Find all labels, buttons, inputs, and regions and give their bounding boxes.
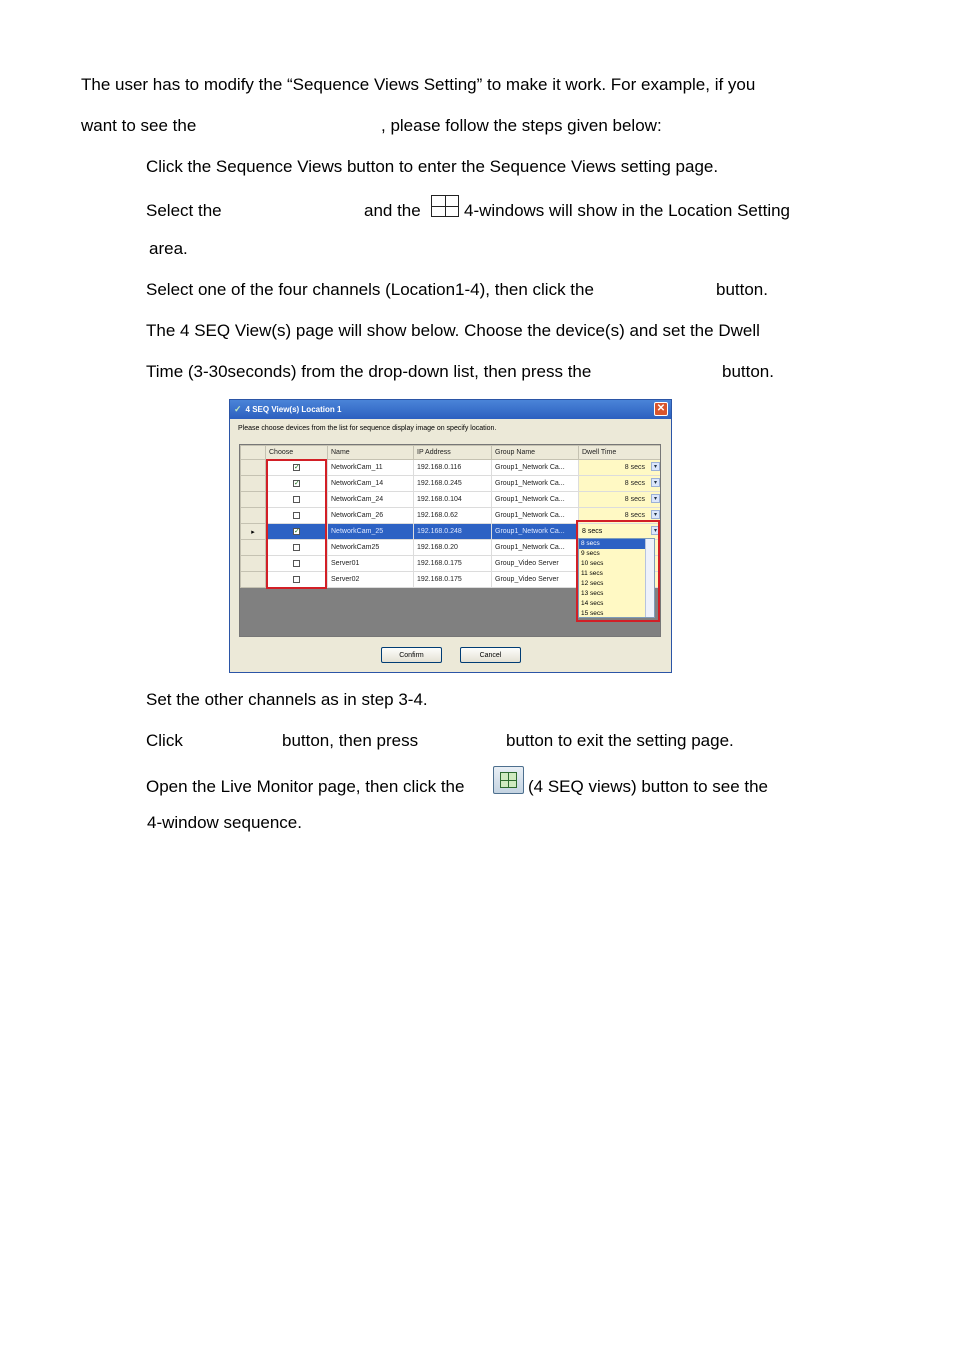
intro-line-2a: want to see the [81, 116, 197, 135]
step-6c: button to exit the setting page. [506, 731, 734, 750]
group-cell-text: Group1_Network Ca... [495, 512, 565, 519]
dropdown-option[interactable]: 10 secs [581, 560, 604, 567]
dwell-cell-text: 8 secs [624, 512, 645, 519]
dropdown-scrollbar[interactable] [645, 539, 654, 617]
col-dwell-time[interactable]: Dwell Time [579, 446, 662, 460]
name-cell[interactable] [328, 524, 414, 540]
group-cell-text: Group_Video Server [495, 560, 559, 567]
ip-cell[interactable] [414, 492, 492, 508]
name-cell[interactable] [328, 556, 414, 572]
name-cell-text: Server01 [331, 560, 360, 567]
name-cell[interactable] [328, 460, 414, 476]
app-check-icon: ✓ [234, 404, 242, 414]
dialog-instruction: Please choose devices from the list for sequence display image on specify location. [238, 425, 497, 432]
col-name[interactable]: Name [328, 446, 414, 460]
ip-cell-text: 192.168.0.104 [417, 496, 462, 503]
step-2a: Select the [146, 201, 222, 220]
dropdown-option[interactable]: 14 secs [581, 600, 604, 607]
four-seq-views-icon [493, 766, 524, 794]
row-header [241, 476, 266, 492]
chevron-down-icon[interactable]: ▾ [651, 462, 660, 471]
ip-cell[interactable] [414, 476, 492, 492]
dialog-title: 4 SEQ View(s) Location 1 [245, 405, 342, 414]
col-choose[interactable]: Choose [266, 446, 328, 460]
ip-cell-text: 192.168.0.20 [417, 544, 458, 551]
group-cell-text: Group_Video Server [495, 576, 559, 583]
step-6b: button, then press [282, 731, 419, 750]
group-cell[interactable] [492, 524, 579, 540]
group-cell[interactable] [492, 556, 579, 572]
intro-line-1: The user has to modify the “Sequence Views Setting” to make it work. For example, if you [81, 75, 756, 94]
group-cell[interactable] [492, 476, 579, 492]
chevron-down-icon[interactable]: ▾ [651, 510, 660, 519]
dropdown-option[interactable]: 9 secs [581, 550, 600, 557]
dwell-cell[interactable] [579, 476, 662, 492]
step-4c: button. [722, 362, 774, 381]
dropdown-option[interactable]: 15 secs [581, 610, 604, 617]
ip-cell-text: 192.168.0.248 [417, 528, 462, 535]
dropdown-option[interactable]: 11 secs [581, 570, 603, 577]
confirm-button[interactable]: Confirm [381, 647, 442, 663]
group-cell[interactable] [492, 492, 579, 508]
name-cell-text: NetworkCam_14 [331, 480, 384, 487]
chevron-down-icon[interactable]: ▾ [651, 478, 660, 487]
name-cell[interactable] [328, 508, 414, 524]
ip-cell-text: 192.168.0.62 [417, 512, 458, 519]
step-2d: area. [149, 239, 188, 258]
group-cell-text: Group1_Network Ca... [495, 528, 565, 535]
group-cell-text: Group1_Network Ca... [495, 464, 565, 471]
step-6a: Click [146, 731, 183, 750]
name-cell[interactable] [328, 476, 414, 492]
step-1: Click the Sequence Views button to enter the Sequence Views setting page. [146, 157, 719, 176]
row-header [241, 460, 266, 476]
dwell-cell-text: 8 secs [624, 496, 645, 503]
dropdown-option[interactable]: 8 secs [579, 539, 654, 549]
col-group-name[interactable]: Group Name [492, 446, 579, 460]
name-cell[interactable] [328, 492, 414, 508]
ip-cell[interactable] [414, 460, 492, 476]
step-3a: Select one of the four channels (Location1-4), then click the [146, 280, 594, 299]
dwell-time-dropdown-list[interactable] [578, 538, 655, 618]
step-7a: Open the Live Monitor page, then click the [146, 777, 465, 796]
close-icon[interactable]: ✕ [654, 402, 668, 416]
dwell-cell-text: 8 secs [624, 464, 645, 471]
group-cell[interactable] [492, 572, 579, 588]
name-cell-text: NetworkCam_24 [331, 496, 384, 503]
group-cell[interactable] [492, 508, 579, 524]
name-cell-text: Server02 [331, 576, 360, 583]
step-5: Set the other channels as in step 3-4. [146, 690, 428, 709]
name-cell-text: NetworkCam25 [331, 544, 380, 551]
ip-cell[interactable] [414, 524, 492, 540]
row-header: ▸ [241, 524, 266, 540]
four-windows-icon [431, 195, 459, 217]
ip-cell-text: 192.168.0.116 [417, 464, 462, 471]
seq-view-dialog [229, 399, 672, 673]
dwell-cell-text: 8 secs [624, 480, 645, 487]
dwell-cell[interactable] [579, 460, 662, 476]
chevron-down-icon[interactable]: ▾ [651, 494, 660, 503]
step-7b: (4 SEQ views) button to see the [528, 777, 769, 796]
ip-cell[interactable] [414, 540, 492, 556]
row-header [241, 556, 266, 572]
group-cell-text: Group1_Network Ca... [495, 544, 565, 551]
row-header [241, 540, 266, 556]
dwell-cell[interactable] [579, 492, 662, 508]
ip-cell[interactable] [414, 556, 492, 572]
group-cell[interactable] [492, 460, 579, 476]
step-2c: 4-windows will show in the Location Setting [464, 201, 791, 220]
row-header [241, 572, 266, 588]
name-cell[interactable] [328, 572, 414, 588]
dialog-titlebar [230, 400, 671, 419]
step-2b: and the [364, 201, 421, 220]
name-cell-text: NetworkCam_25 [331, 528, 384, 535]
step-3b: button. [716, 280, 768, 299]
choose-highlight-box [266, 459, 327, 589]
ip-cell[interactable] [414, 572, 492, 588]
group-cell-text: Group1_Network Ca... [495, 480, 565, 487]
step-7c: 4-window sequence. [147, 813, 302, 832]
intro-line-2b: , please follow the steps given below: [381, 116, 662, 135]
dwell-cell-text: 8 secs [582, 528, 603, 535]
ip-cell-text: 192.168.0.175 [417, 576, 462, 583]
group-cell[interactable] [492, 540, 579, 556]
ip-cell[interactable] [414, 508, 492, 524]
name-cell-text: NetworkCam_26 [331, 512, 384, 519]
name-cell[interactable] [328, 540, 414, 556]
step-4a: The 4 SEQ View(s) page will show below. Choose the device(s) and set the Dwell [146, 321, 760, 340]
row-header [241, 508, 266, 524]
ip-cell-text: 192.168.0.175 [417, 560, 462, 567]
name-cell-text: NetworkCam_11 [331, 464, 383, 471]
chevron-down-icon[interactable]: ▾ [651, 526, 660, 535]
dropdown-option[interactable]: 13 secs [581, 590, 604, 597]
ip-cell-text: 192.168.0.245 [417, 480, 462, 487]
group-cell-text: Group1_Network Ca... [495, 496, 565, 503]
step-4b: Time (3-30seconds) from the drop-down list, then press the [146, 362, 592, 381]
col-ip-address[interactable]: IP Address [414, 446, 492, 460]
cancel-button[interactable]: Cancel [460, 647, 521, 663]
row-header-corner [241, 446, 266, 460]
row-header [241, 492, 266, 508]
dropdown-option[interactable]: 12 secs [581, 580, 604, 587]
